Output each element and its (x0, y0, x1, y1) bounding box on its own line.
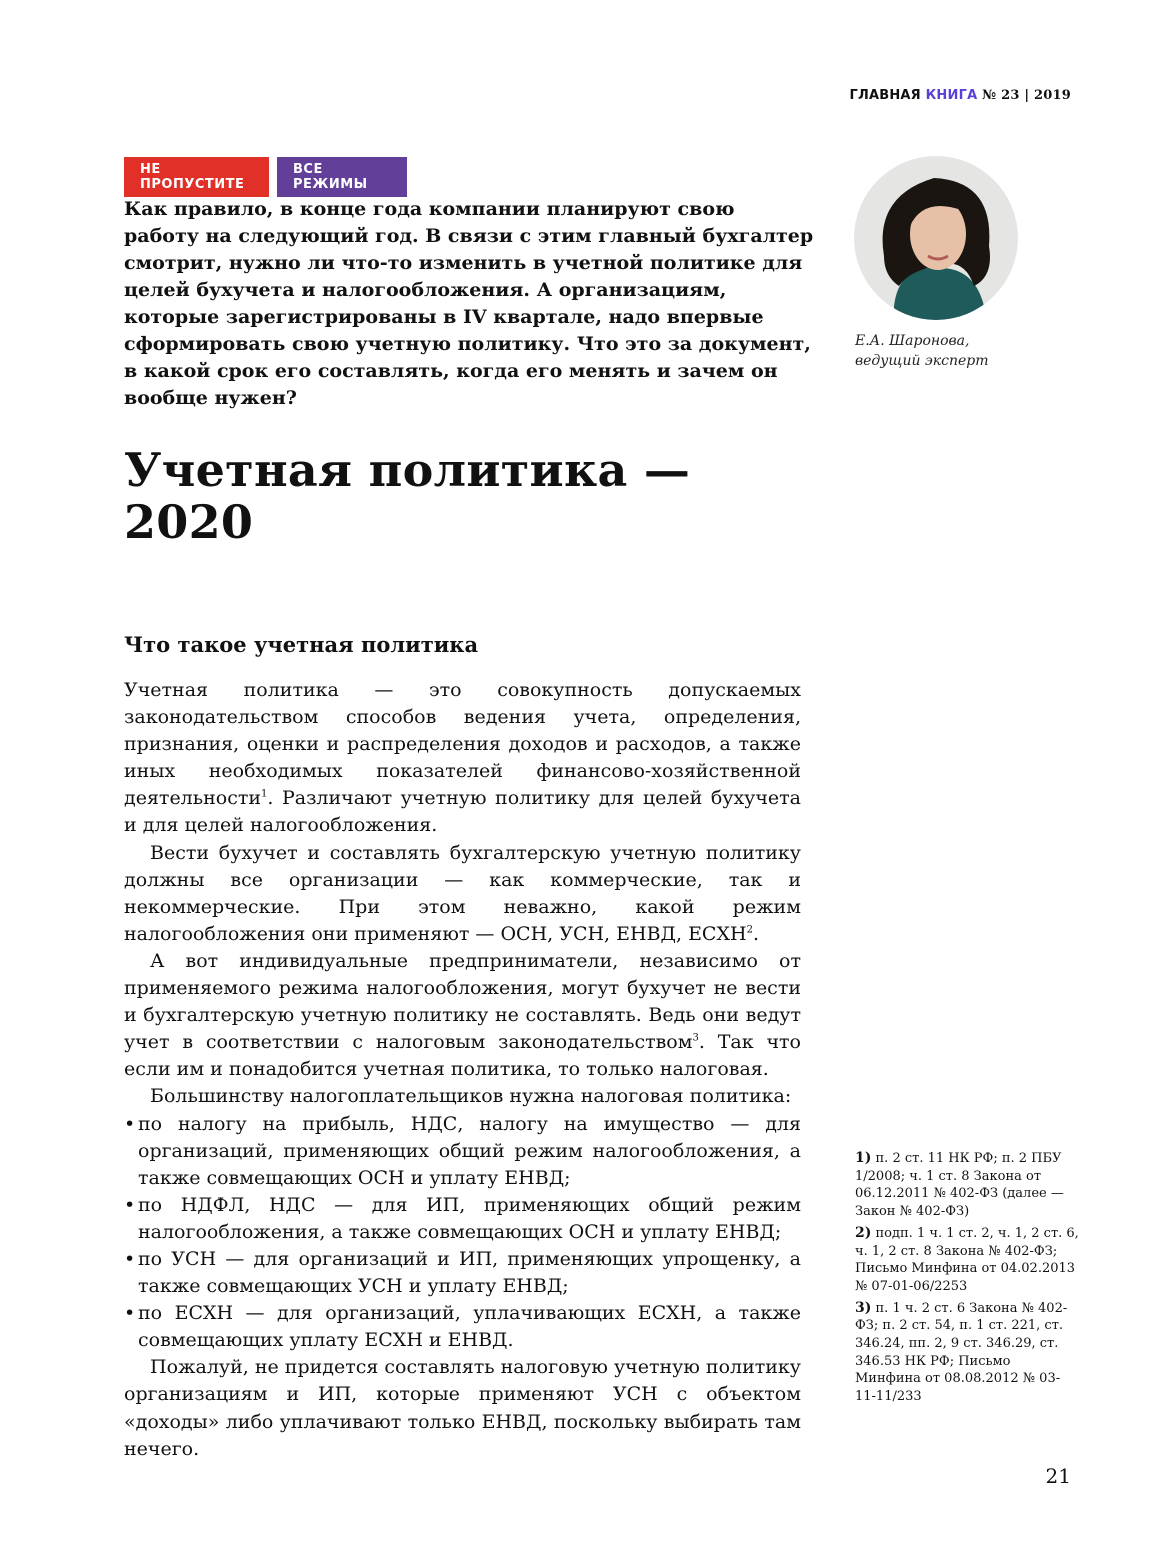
paragraph: Большинству налогоплательщиков нужна налоговая политика: (150, 1085, 792, 1108)
author-photo (854, 156, 1018, 320)
title-line-1: Учетная политика — (124, 443, 691, 497)
paragraph: Вести бухучет и составлять бухгалтерскую учетную политику должны все организации — как коммерческие, так и некоммерческие. При этом неважно, какой режим налогообложения они применяют — ОСН, УСН, ЕНВД, ЕСХН$^2$. (124, 841, 801, 945)
list-item: • по ЕСХН — для организаций, уплачивающих ЕСХН, а также совмещающих уплату ЕСХН и ЕНВД. (124, 1300, 801, 1354)
lead-text: Как правило, в конце года компании планируют свою работу на следующий год. В связи с этим главный бухгалтер смотрит, нужно ли что-то изменить в учетной политике для целей бухучета и налогообложения. А организациям, которые зарегистрированы в IV квартале, надо впервые сформировать свою учетную политику. Что это за документ, в какой срок его составлять, когда его менять и зачем он вообще нужен? (124, 198, 814, 409)
list-item: • по налогу на прибыль, НДС, налогу на имущество — для организаций, применяющих общий режим налогообложения, а также совмещающих ОСН и уплату ЕНВД; (124, 1111, 801, 1192)
page-number: 21 (1045, 1464, 1071, 1488)
list-item: • по НДФЛ, НДС — для ИП, применяющих общий режим налогообложения, а также совмещающих ОСН и уплату ЕНВД; (124, 1192, 801, 1246)
section-heading: Что такое учетная политика (124, 632, 479, 657)
footnote-ref: 2 (746, 924, 753, 936)
article-title (124, 444, 690, 548)
tag-all-regimes: ВСЕ РЕЖИМЫ (277, 157, 407, 197)
paragraph: Пожалуй, не придется составлять налоговую учетную политику организациям и ИП, которые применяют УСН с объектом «доходы» либо уплачивают только ЕНВД, поскольку выбирать там нечего. (124, 1356, 801, 1460)
issue-number: № 23 | 2019 (982, 88, 1071, 103)
running-header (849, 88, 1071, 103)
author-portrait-icon (854, 156, 1018, 320)
brand-word-1: ГЛАВНАЯ (849, 88, 921, 103)
footnote-ref: 3 (692, 1032, 699, 1044)
footnote-ref: 1 (261, 789, 268, 801)
list-item: • по УСН — для организаций и ИП, применяющих упрощенку, а также совмещающих УСН и уплату ЕНВД; (124, 1246, 801, 1300)
article-body (124, 677, 801, 1463)
lead-paragraph (124, 196, 814, 412)
footnote: 1) п. 2 ст. 11 НК РФ; п. 2 ПБУ 1/2008; ч. 1 ст. 8 Закона от 06.12.2011 № 402-ФЗ (далее — Закон № 402-ФЗ) (855, 1150, 1064, 1220)
bullet-list (124, 1111, 801, 1355)
footnote: 2) подп. 1 ч. 1 ст. 2, ч. 1, 2 ст. 6, ч. 1, 2 ст. 8 Закона № 402-ФЗ; Письмо Минфина от 04.02.2013 № 07-01-06/2253 (855, 1224, 1079, 1294)
footnotes (855, 1150, 1080, 1410)
author-role: ведущий эксперт (855, 353, 989, 369)
paragraph: Учетная политика — это совокупность допускаемых законодательством способов ведения учета, определения, признания, оценки и распределения доходов и расходов, а также иных необходимых показателей финансово-хозяйственной деятельности$^1$. Различают учетную политику для целей бухучета и для целей налогообложения. (124, 679, 801, 837)
paragraph: А вот индивидуальные предприниматели, независимо от применяемого режима налогообложения, могут бухучет не вести и бухгалтерскую учетную политику не составлять. Ведь они ведут учет в соответствии с налоговым законодательством$^3$. Так что если им и понадобится учетная политика, то только налоговая. (124, 949, 801, 1081)
tags (124, 157, 407, 197)
author-name: Е.А. Шаронова, (855, 333, 970, 349)
footnote: 3) п. 1 ч. 2 ст. 6 Закона № 402-ФЗ; п. 2 ст. 54, п. 1 ст. 221, ст. 346.24, пп. 2, 9 ст. 346.29, ст. 346.53 НК РФ; Письмо Минфина от 08.08.2012 № 03-11-11/233 (855, 1299, 1068, 1405)
brand-word-2: КНИГА (925, 88, 978, 103)
title-line-2: 2020 (124, 495, 254, 549)
tag-dont-miss: НЕ ПРОПУСТИТЕ (124, 157, 269, 197)
author-caption (855, 331, 989, 371)
